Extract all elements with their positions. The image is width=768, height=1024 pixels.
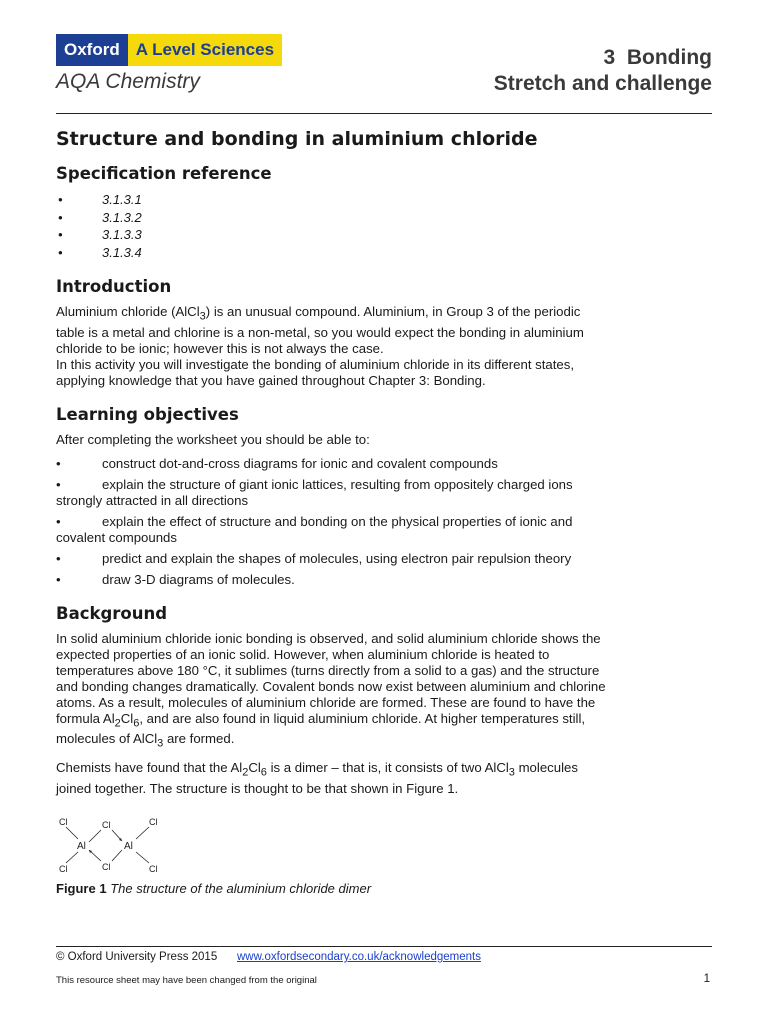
- main-content: [56, 128, 612, 896]
- footer-divider: [56, 946, 712, 947]
- al2cl6-structure-diagram: [56, 815, 176, 877]
- brand-oxford: Oxford: [56, 34, 128, 66]
- subscript: 6: [133, 717, 140, 730]
- background-heading: Background: [56, 603, 168, 623]
- background-text: Cl: [120, 710, 134, 726]
- objectives-heading: Learning objectives: [56, 404, 239, 424]
- background-text: Cl: [248, 759, 261, 775]
- spec-list: [56, 191, 612, 261]
- atom-al: Al: [77, 840, 86, 852]
- objective-item: [56, 551, 612, 567]
- objective-text: explain the structure of giant ionic lattices, resulting from oppositely charged ions strongly attracted in all directions: [56, 476, 573, 508]
- background-paragraph-2: [56, 760, 612, 797]
- page-number: 1: [703, 973, 710, 985]
- spec-item: • 3.1.3.3: [56, 226, 612, 244]
- atom-cl: Cl: [59, 863, 68, 874]
- objectives-list: [56, 456, 612, 588]
- figure-label: Figure 1: [56, 880, 107, 896]
- copyright-notice: © Oxford University Press 2015: [56, 951, 218, 963]
- objective-item: [56, 477, 612, 509]
- atom-al: Al: [124, 840, 133, 852]
- subscript: 2: [242, 766, 249, 779]
- objective-item: [56, 456, 612, 472]
- subscript: 2: [114, 717, 121, 730]
- spec-item: • 3.1.3.4: [56, 244, 612, 262]
- introduction-section: [56, 277, 612, 389]
- spec-heading: Specification reference: [56, 164, 272, 183]
- objective-text: predict and explain the shapes of molecules, using electron pair repulsion theory: [102, 550, 572, 566]
- objective-text: draw 3-D diagrams of molecules.: [102, 571, 295, 587]
- brand-logo: [56, 34, 282, 66]
- figure-caption-text: The structure of the aluminium chloride dimer: [110, 880, 372, 896]
- subscript: 3: [199, 310, 206, 323]
- objectives-lead: After completing the worksheet you should be able to:: [56, 431, 370, 447]
- subscript: 3: [157, 737, 164, 750]
- atom-cl: Cl: [102, 861, 111, 872]
- subject-title: AQA Chemistry: [56, 70, 200, 93]
- objective-text: explain the effect of structure and bonding on the physical properties of ionic and covalent compounds: [56, 513, 573, 545]
- chapter-name: Bonding: [626, 46, 712, 69]
- background-text: Chemists have found that the Al: [56, 759, 243, 775]
- bullet-icon: •: [56, 476, 61, 492]
- objectives-section: [56, 405, 612, 588]
- spec-item: • 3.1.3.2: [56, 209, 612, 227]
- page-title: Structure and bonding in aluminium chloride: [56, 128, 538, 150]
- background-paragraph-1: [56, 631, 612, 752]
- bullet-icon: •: [56, 550, 61, 566]
- spec-item: • 3.1.3.1: [56, 191, 612, 209]
- background-text: is a dimer – that is, it consists of two AlCl: [266, 759, 509, 775]
- bullet-icon: •: [56, 455, 61, 471]
- bullet-icon: •: [56, 571, 61, 587]
- intro-text: ) is an unusual compound. Aluminium, in Group 3 of the periodic table is a metal and chlorine is a non-metal, so you would expect the bonding in aluminium chloride to be ionic; however this is not always the case.: [56, 304, 584, 356]
- atom-cl: Cl: [59, 816, 68, 827]
- chapter-subtitle: Stretch and challenge: [493, 72, 712, 95]
- intro-paragraph: [56, 304, 612, 389]
- subscript: 3: [508, 766, 515, 779]
- figure-caption: [56, 881, 612, 896]
- objective-item: [56, 514, 612, 546]
- atom-cl: Cl: [102, 819, 111, 830]
- objective-text: construct dot-and-cross diagrams for ionic and covalent compounds: [102, 455, 498, 471]
- background-section: [56, 604, 612, 797]
- atom-cl: Cl: [149, 863, 158, 874]
- header-divider: [56, 113, 712, 114]
- subscript: 6: [260, 766, 267, 779]
- intro-text: In this activity you will investigate the bonding of aluminium chloride in its different states, applying knowledge that you have gained throughout Chapter 3: Bonding.: [56, 356, 574, 388]
- intro-text: Aluminium chloride (AlCl: [56, 304, 200, 319]
- modification-note: This resource sheet may have been changed from the original: [56, 975, 317, 986]
- intro-heading: Introduction: [56, 277, 172, 296]
- brand-series: A Level Sciences: [128, 34, 282, 66]
- background-text: In solid aluminium chloride ionic bonding is observed, and solid aluminium chloride shows the expected properties of an ionic solid. However, when aluminium chloride is heated to temperatures above 180 °C, it sublimes (turns directly from a solid to a gas) and the structure and bonding changes dramatically. Covalent bonds now exist between aluminium and chlorine atoms. As a result, molecules of aluminium chloride are formed. These are found to have the formula Al: [56, 630, 606, 726]
- chapter-heading: [494, 45, 712, 97]
- chapter-number: 3: [603, 46, 616, 69]
- figure-1: [56, 815, 612, 877]
- background-text: molecules joined together. The structure is thought to be that shown in Figure 1.: [56, 759, 578, 796]
- bullet-icon: •: [56, 513, 61, 529]
- objective-item: [56, 572, 612, 588]
- background-text: , and are also found in liquid aluminium chloride. At higher temperatures still, molecules of AlCl: [56, 710, 586, 747]
- atom-cl: Cl: [149, 816, 158, 827]
- background-text: are formed.: [163, 731, 235, 747]
- acknowledgements-link[interactable]: www.oxfordsecondary.co.uk/acknowledgements: [237, 951, 481, 963]
